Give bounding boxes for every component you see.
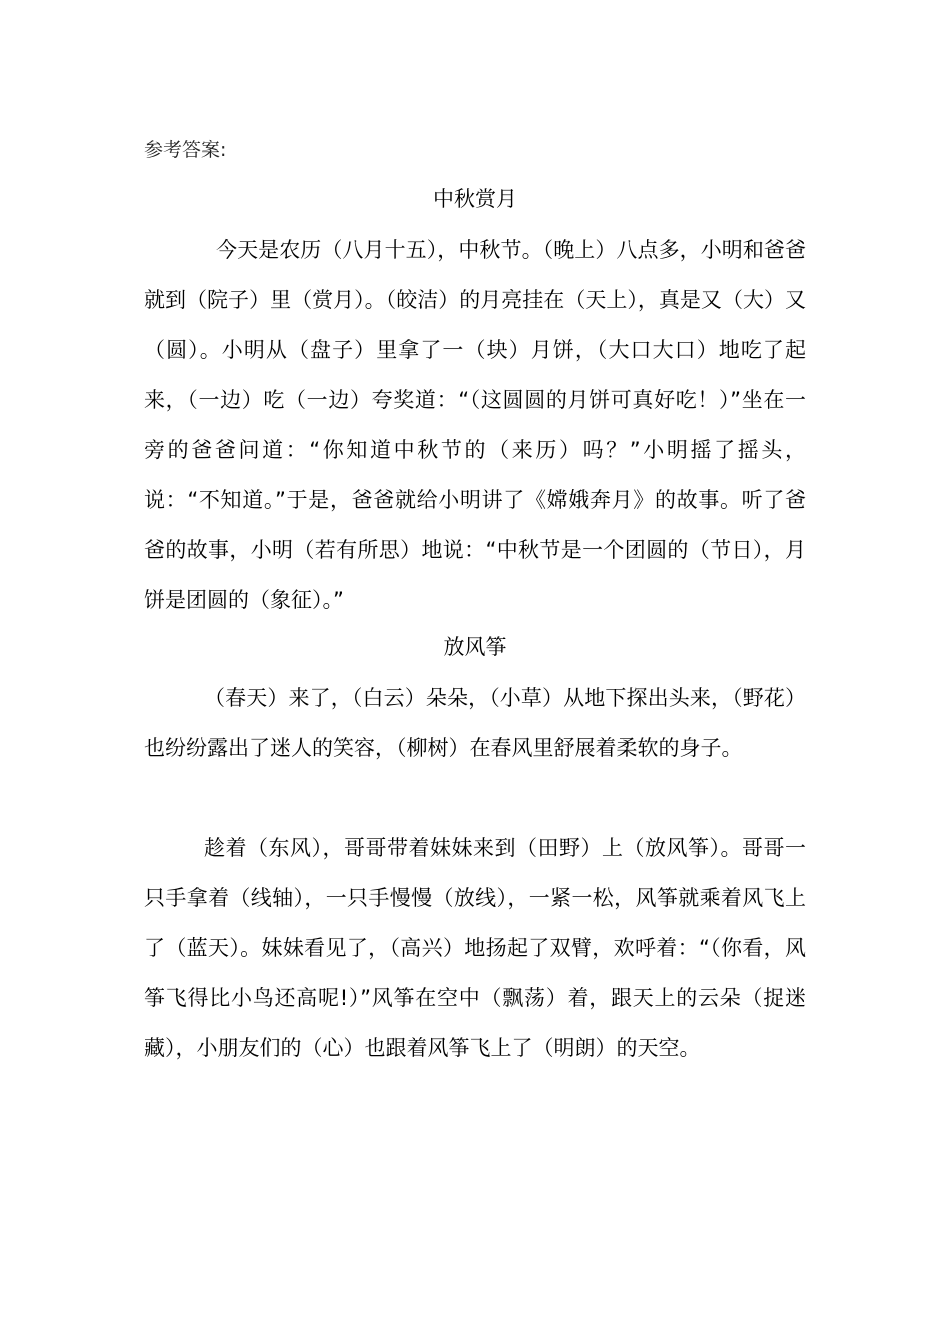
paragraph-kite-flying: 趁着（东风），哥哥带着妹妹来到（田野）上（放风筝）。哥哥一只手拿着（线轴），一只手慢慢（放线），一紧一松，风筝就乘着风飞上了（蓝天）。妹妹看见了，（高兴）地扬起了双臂，欢呼着：“（你看，风筝飞得比小鸟还高呢!）”风筝在空中（飘荡）着，跟天上的云朵（捉迷藏），小朋友们的（心）也跟着风筝飞上了（明朗）的天空。: [144, 836, 806, 1060]
section-title-kite: 放风筝: [443, 635, 507, 659]
paragraph-kite-spring: （春天）来了，（白云）朵朵，（小草）从地下探出头来，（野花）也纷纷露出了迷人的笑容，（柳树）在春风里舒展着柔软的身子。: [144, 686, 806, 760]
answer-heading: 参考答案:: [144, 139, 227, 161]
section-title-mid-autumn: 中秋赏月: [433, 187, 517, 211]
paragraph-mid-autumn: 今天是农历（八月十五），中秋节。（晚上）八点多，小明和爸爸就到（院子）里（赏月）。（皎洁）的月亮挂在（天上），真是又（大）又（圆）。小明从（盘子）里拿了一（块）月饼，（大口大口）地吃了起来，（一边）吃（一边）夸奖道：“（这圆圆的月饼可真好吃！）”坐在一旁的爸爸问道：“你知道中秋节的（来历）吗？”小明摇了摇头，说：“不知道。”于是，爸爸就给小明讲了《嫦娥奔月》的故事。听了爸爸的故事，小明（若有所思）地说：“中秋节是一个团圆的（节日），月饼是团圆的（象征）。”: [144, 238, 806, 612]
